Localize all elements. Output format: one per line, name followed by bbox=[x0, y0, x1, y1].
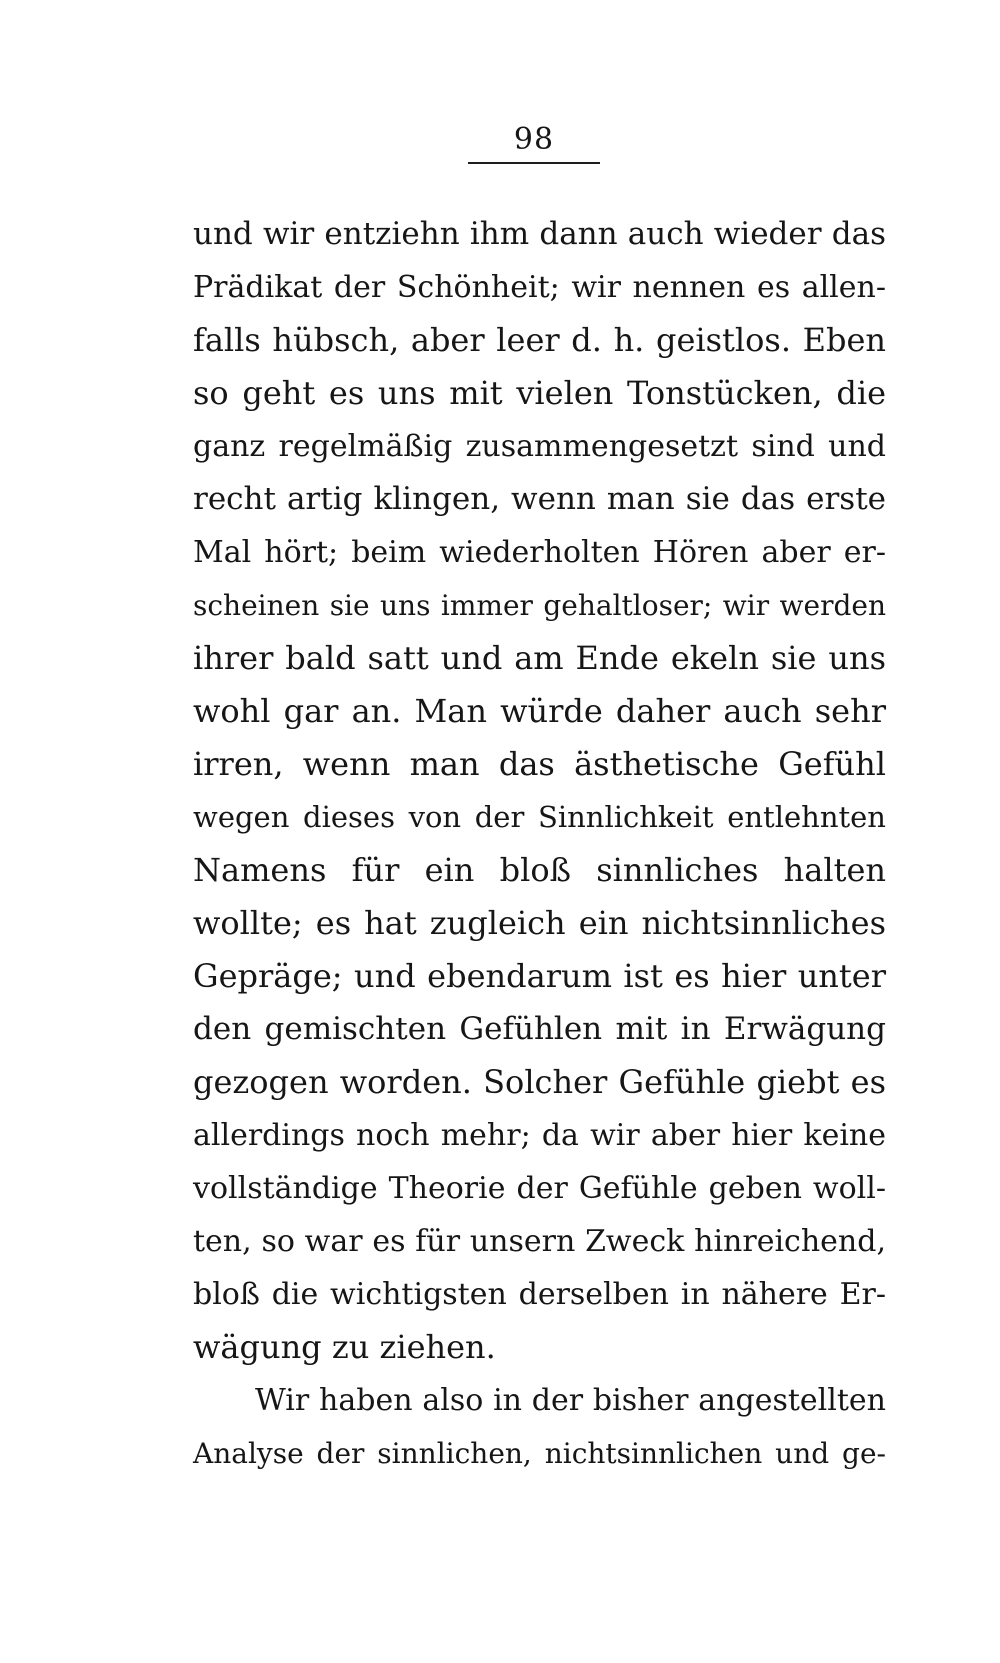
text-line: wohl gar an. Man würde daher auch sehr bbox=[193, 692, 886, 730]
page-number-rule bbox=[468, 162, 600, 164]
text-line: wollte; es hat zugleich ein nichtsinnliches bbox=[193, 904, 886, 942]
text-line: falls hübsch, aber leer d. h. geistlos. Eben bbox=[193, 321, 886, 359]
text-line: recht artig klingen, wenn man sie das erste bbox=[193, 481, 886, 517]
text-line: allerdings noch mehr; da wir aber hier keine bbox=[193, 1118, 886, 1153]
text-line: bloß die wichtigsten derselben in nähere Er- bbox=[193, 1277, 886, 1312]
text-line: und wir entziehn ihm dann auch wieder das bbox=[193, 216, 886, 252]
text-line: ihrer bald satt und am Ende ekeln sie uns bbox=[193, 639, 886, 677]
text-line: den gemischten Gefühlen mit in Erwägung bbox=[193, 1011, 886, 1047]
page-number: 98 bbox=[513, 122, 555, 157]
text-line: Gepräge; und ebendarum ist es hier unter bbox=[193, 957, 886, 995]
paragraph-start-line: Wir haben also in der bisher angestellten bbox=[255, 1383, 886, 1418]
text-line: wegen dieses von der Sinnlichkeit entlehnten bbox=[193, 800, 886, 834]
text-line: ten, so war es für unsern Zweck hinreichend, bbox=[193, 1224, 886, 1259]
text-line: Namens für ein bloß sinnliches halten bbox=[193, 851, 886, 889]
paragraph-end-line: wägung zu ziehen. bbox=[193, 1328, 496, 1366]
text-line: Mal hört; beim wiederholten Hören aber er- bbox=[193, 535, 886, 570]
text-line: scheinen sie uns immer gehaltloser; wir werden bbox=[193, 589, 886, 622]
text-line: Prädikat der Schönheit; wir nennen es allen- bbox=[193, 270, 886, 305]
text-line: gezogen worden. Solcher Gefühle giebt es bbox=[193, 1063, 886, 1101]
text-line: irren, wenn man das ästhetische Gefühl bbox=[193, 745, 886, 783]
text-line: Analyse der sinnlichen, nichtsinnlichen und ge- bbox=[193, 1437, 886, 1470]
text-line: ganz regelmäßig zusammengesetzt sind und bbox=[193, 429, 886, 464]
body-text bbox=[193, 208, 886, 1480]
text-line: so geht es uns mit vielen Tonstücken, die bbox=[193, 374, 886, 412]
text-line: vollständige Theorie der Gefühle geben woll- bbox=[193, 1171, 886, 1206]
